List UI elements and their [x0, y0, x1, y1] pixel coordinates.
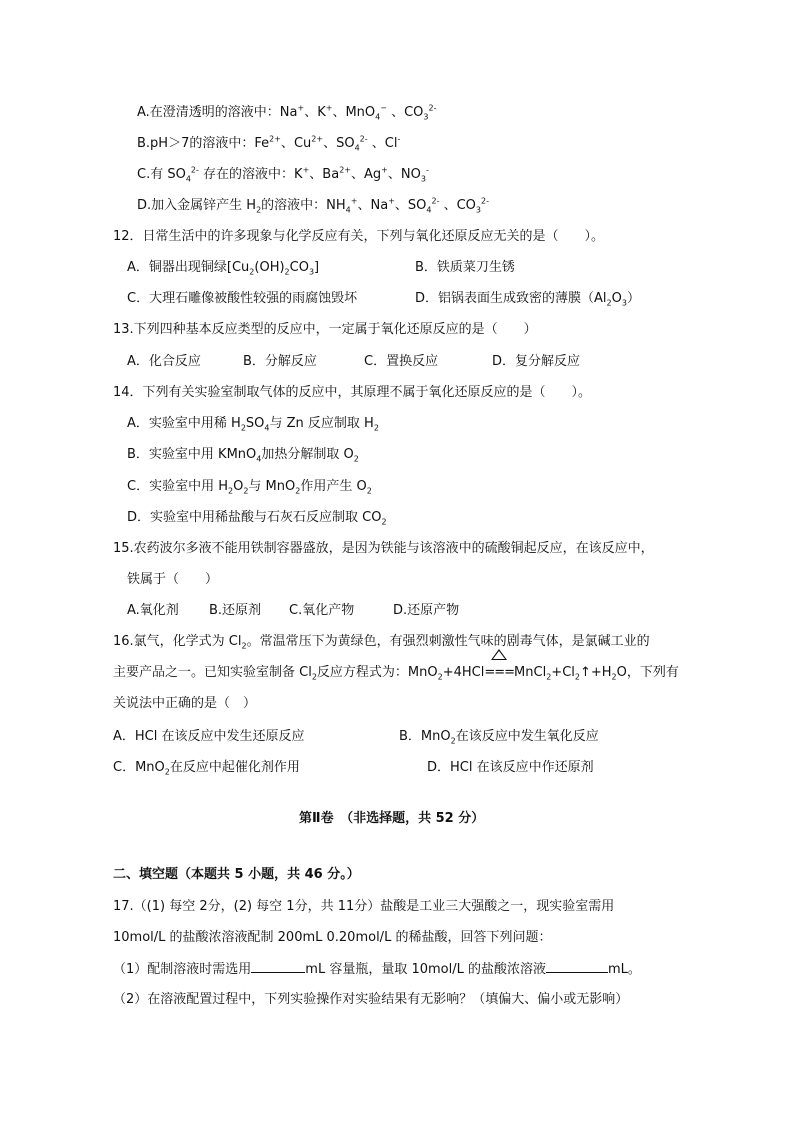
option-text: A.在澄清透明的溶液中：Na — [137, 105, 298, 120]
section-heading: 二、填空题（本题共 5 小题，共 46 分。） — [113, 867, 360, 882]
stem-text: mL。 — [607, 962, 641, 977]
q12-option-a: A．铜器出现铜绿$[Cu_2(OH)_2CO_3]$ — [127, 260, 320, 277]
answer-blank[interactable] — [251, 960, 305, 973]
ion: Ba — [322, 167, 340, 182]
option-text: B．MnO — [399, 729, 451, 744]
charge: 2- — [359, 134, 368, 144]
ion: MnO — [345, 105, 376, 120]
q17-stem-line2: 10mol/L 的盐酸浓溶液配制 200mL 0.20mol/L 的稀盐酸，回答下列问题： — [113, 930, 552, 945]
q13-option-a: A．化合反应 — [127, 354, 201, 369]
stem-text: mL 容量瓶，量取 10mol/L 的盐酸浓溶液 — [305, 962, 546, 977]
option-text: 加热分解制取 O — [261, 447, 354, 462]
ion: 存在的溶液中：K — [203, 167, 303, 182]
q12-option-c: C．大理石雕像被酸性较强的雨腐蚀毁坏 — [127, 291, 358, 306]
q12-option-d: D．铝锅表面生成致密的薄膜$(Al_2O_3)$ — [415, 291, 640, 308]
ion: K — [317, 105, 326, 120]
charge: 2- — [190, 165, 199, 175]
q14-option-d: D．实验室中用稀盐酸与石灰石反应制取 $CO_2$ — [127, 510, 387, 527]
option-text: (OH) — [254, 260, 285, 275]
option-text: C．MnO — [113, 760, 165, 775]
option-text: D.加入金属锌产生 H — [137, 198, 257, 213]
option-text: D．铝锅表面生成致密的薄膜（Al — [415, 291, 607, 306]
option-text: D．实验室中用稀盐酸与石灰石反应制取 CO — [127, 510, 382, 525]
stem-text: （1）配制溶液时需选用 — [113, 962, 252, 977]
stem-text: 16.氯气，化学式为 Cl — [113, 634, 242, 649]
charge: + — [297, 103, 305, 113]
q14-option-a: A．实验室中用稀 $H_2SO_4$与 Zn 反应制取 $H_2$ — [127, 416, 379, 433]
stem-text: 主要产品之一。已知实验室制备 Cl — [113, 665, 312, 680]
option-text: C.有 SO — [137, 167, 186, 182]
option-text: C．实验室中用 H — [127, 479, 228, 494]
ion: SO — [407, 198, 427, 213]
stem-text: O，下列有 — [616, 665, 679, 680]
q17-stem-line1: 17.（(1) 每空 2分，(2) 每空 1分，共 11分）盐酸是工业三大强酸之一，现实验室需用 — [113, 899, 615, 914]
q15-option-d: D.还原产物 — [393, 603, 460, 618]
ion: Cu — [293, 136, 312, 151]
subscript: 2 — [256, 205, 262, 215]
q11-option-a: A.在澄清透明的溶液中：Na+、K+、MnO$_4$− 、$CO_3^{2-}$ — [137, 103, 437, 122]
answer-blank[interactable] — [546, 960, 608, 973]
heat-delta-icon — [484, 664, 514, 682]
section-title: 第Ⅱ卷 （非选择题，共 52 分） — [299, 811, 485, 826]
stem-text: ↑+H — [579, 665, 612, 680]
charge: 2- — [481, 196, 489, 206]
q16-option-d: D．HCl 在该反应中作还原剂 — [427, 760, 594, 775]
q13-option-d: D．复分解反应 — [492, 354, 581, 369]
q14-option-c: C．实验室中用 $H_2O_2$与 MnO$_2$作用产生 $O_2$ — [127, 479, 372, 496]
subscript: 4 — [345, 205, 351, 215]
option-text: A．铜器出现铜绿[Cu — [127, 260, 250, 275]
option-text: 与 Zn 反应制取 H — [269, 416, 374, 431]
subscript: 4 — [354, 143, 360, 153]
ion: 的溶液中：NH — [261, 198, 346, 213]
q16-option-c: C．MnO$_2$在反应中起催化剂作用 — [113, 760, 300, 777]
q16-stem-line1: 16.氯气，化学式为 $Cl_2$。常温常压下为黄绿色，有强烈刺激性气味的剧毒气体，是氯碱工业的 — [113, 634, 650, 651]
q12-option-b: B．铁质菜刀生锈 — [415, 260, 515, 275]
q16-option-a: A．HCl 在该反应中发生还原反应 — [113, 729, 305, 744]
stem-text: +4HCl — [442, 665, 485, 680]
ion: Cl — [384, 136, 398, 151]
q13-option-c: C．置换反应 — [364, 354, 439, 369]
ion: CO — [456, 198, 476, 213]
q11-option-c: C.有 $SO_4^{2-}$ 存在的溶液中：K+、$Ba^{2+}$、Ag+、$NO_3^-$ — [137, 165, 429, 184]
charge: 2+ — [339, 165, 351, 175]
charge: + — [381, 165, 388, 175]
reaction-arrow: === — [484, 665, 515, 680]
charge: + — [302, 165, 310, 175]
ion: CO — [404, 105, 424, 120]
option-text: ] — [314, 260, 320, 275]
q12-stem: 12．日常生活中的许多现象与化学反应有关，下列与氧化还原反应无关的是（ ）。 — [113, 229, 605, 244]
charge: + — [388, 196, 395, 206]
ion: SO — [336, 136, 355, 151]
stem-text: 。常温常压下为黄绿色，有强烈刺激性气味的剧毒气体，是氯碱工业的 — [246, 634, 650, 649]
subscript: 3 — [475, 205, 482, 215]
q15-option-a: A.氧化剂 — [127, 603, 179, 618]
option-text: ） — [626, 291, 640, 306]
option-text: B．实验室中用 KMnO — [127, 447, 257, 462]
option-text: A．实验室中用稀 H — [127, 416, 241, 431]
q16-option-b: B．MnO$_2$在该反应中发生氧化反应 — [399, 729, 599, 746]
charge: + — [325, 103, 333, 113]
subscript: 4 — [375, 112, 381, 122]
option-text: CO — [289, 260, 309, 275]
q13-option-b: B．分解反应 — [243, 354, 317, 369]
charge: + — [350, 196, 358, 206]
q15-option-c: C.氧化产物 — [289, 603, 355, 618]
subscript: 3 — [420, 174, 426, 184]
charge: 2- — [428, 103, 437, 113]
q17-part1 — [113, 960, 641, 979]
subscript: 3 — [423, 112, 429, 122]
option-text: 在该反应中发生氧化反应 — [455, 729, 599, 744]
q16-stem-line2: 主要产品之一。已知实验室制备 $Cl_2$反应方程式为：MnO$_2$+4HCl $===MnCl_2+Cl_2↑+H_2O$，下列有 — [113, 664, 679, 682]
q15-stem-cont: 铁属于（ ） — [127, 572, 219, 587]
subscript: 4 — [426, 205, 432, 215]
option-text: 与 MnO — [248, 479, 296, 494]
q15-option-b: B.还原剂 — [209, 603, 262, 618]
stem-text: 反应方程式为：MnO — [316, 665, 438, 680]
option-text: SO — [245, 416, 265, 431]
charge: − — [380, 103, 387, 113]
q11-option-b: B.pH＞7的溶液中：$Fe^{2+}$、$Cu^{2+}$、$SO_4^{2-}$ 、Cl- — [137, 134, 401, 153]
q15-stem: 15.农药波尔多液不能用铁制容器盛放，是因为铁能与该溶液中的硫酸铜起反应，在该反应中， — [113, 541, 654, 556]
option-text: 在反应中起催化剂作用 — [169, 760, 300, 775]
subscript: 4 — [185, 174, 191, 184]
ion: NO — [400, 167, 421, 182]
option-text: 作用产生 O — [300, 479, 367, 494]
charge: 2+ — [269, 134, 281, 144]
ion: Ag — [364, 167, 382, 182]
ion: Na — [370, 198, 389, 213]
q14-stem: 14．下列有关实验室制取气体的反应中，其原理不属于氧化还原反应的是（ ）。 — [113, 385, 592, 400]
option-text: O — [611, 291, 622, 306]
charge: 2+ — [311, 134, 324, 144]
q11-option-d: D.加入金属锌产生 $H_2$的溶液中：$NH_4^+$、Na+、$SO_4^{2-}$ 、$CO_3^{2-}$ — [137, 196, 489, 215]
option-text: O — [233, 479, 244, 494]
q13-stem: 13.下列四种基本反应类型的反应中，一定属于氧化还原反应的是（ ） — [113, 322, 537, 337]
stem-text: MnCl — [514, 665, 547, 680]
q16-stem-line3: 关说法中正确的是（ ） — [113, 696, 257, 711]
charge: - — [425, 165, 429, 175]
charge: 2- — [431, 196, 440, 206]
option-text: B.pH＞7的溶液中：Fe — [137, 136, 270, 151]
q17-part2: （2）在溶液配置过程中，下列实验操作对实验结果有无影响？（填偏大、偏小或无影响） — [113, 992, 629, 1007]
q14-option-b: B．实验室中用 KMnO$_4$加热分解制取 $O_2$ — [127, 447, 359, 464]
charge: - — [397, 134, 401, 144]
stem-text: +Cl — [551, 665, 575, 680]
